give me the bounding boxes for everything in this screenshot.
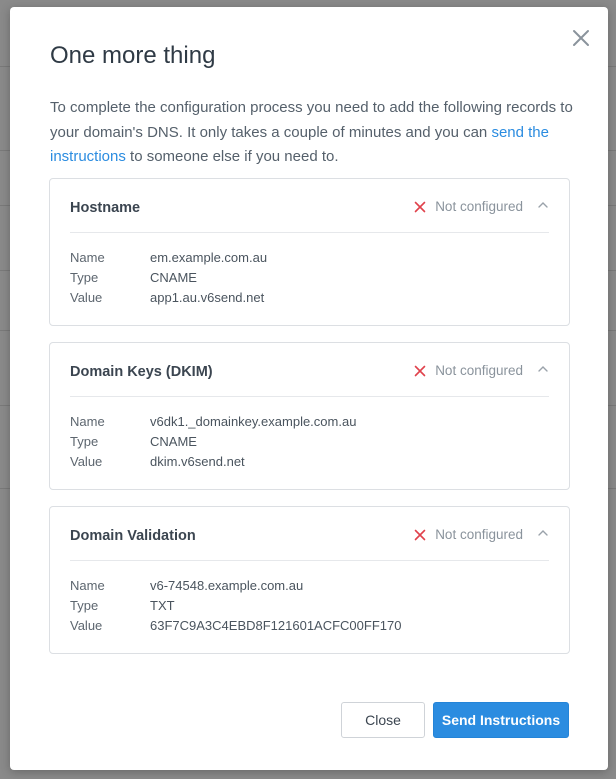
record-card-validation	[49, 506, 570, 654]
field-value: dkim.v6send.net	[150, 453, 245, 469]
record-row-name	[70, 247, 267, 267]
record-row-name	[70, 575, 401, 595]
field-label: Value	[70, 453, 103, 469]
close-button[interactable]: Close	[341, 702, 425, 738]
modal-intro	[50, 96, 575, 170]
field-value: 63F7C9A3C4EBD8F121601ACFC00FF170	[150, 617, 402, 633]
record-row-type	[70, 267, 267, 287]
status-badge	[414, 527, 523, 542]
field-value: CNAME	[150, 433, 197, 449]
field-value: app1.au.v6send.net	[150, 289, 265, 305]
status-text: Not configured	[435, 527, 523, 542]
record-row-value	[70, 287, 267, 307]
status-badge	[414, 199, 523, 214]
close-icon[interactable]	[570, 27, 592, 49]
record-fields	[70, 575, 401, 635]
modal-title: One more thing	[50, 42, 216, 69]
field-label: Type	[70, 433, 99, 449]
field-label: Name	[70, 413, 105, 429]
record-fields	[70, 411, 356, 471]
status-text: Not configured	[435, 199, 523, 214]
send-instructions-link[interactable]: send the instructions	[50, 123, 549, 165]
record-row-value	[70, 615, 401, 635]
record-title: Hostname	[70, 200, 141, 216]
intro-text: To complete the configuration process you need to add the following records to your domain's DNS. It only takes a couple of minutes and you can	[50, 99, 573, 141]
field-value: v6-74548.example.com.au	[150, 577, 304, 593]
record-title: Domain Validation	[70, 528, 196, 544]
status-badge	[414, 363, 523, 378]
field-label: Type	[70, 597, 99, 613]
record-card-dkim	[49, 342, 570, 490]
record-row-type	[70, 595, 401, 615]
field-label: Value	[70, 617, 103, 633]
record-title: Domain Keys (DKIM)	[70, 364, 213, 380]
record-row-name	[70, 411, 356, 431]
field-value: em.example.com.au	[150, 249, 268, 265]
status-x-icon	[414, 201, 426, 213]
field-value: v6dk1._domainkey.example.com.au	[150, 413, 357, 429]
dns-setup-modal	[10, 7, 608, 770]
chevron-up-icon[interactable]	[537, 199, 549, 211]
chevron-up-icon[interactable]	[537, 527, 549, 539]
record-row-value	[70, 451, 356, 471]
record-fields	[70, 247, 267, 307]
field-label: Name	[70, 577, 105, 593]
record-card-header[interactable]	[70, 179, 549, 233]
record-row-type	[70, 431, 356, 451]
field-label: Value	[70, 289, 103, 305]
field-value: TXT	[150, 597, 175, 613]
status-x-icon	[414, 529, 426, 541]
record-card-header[interactable]	[70, 343, 549, 397]
field-label: Name	[70, 249, 105, 265]
record-card-hostname	[49, 178, 570, 326]
field-label: Type	[70, 269, 99, 285]
record-card-header[interactable]	[70, 507, 549, 561]
send-instructions-button[interactable]: Send Instructions	[433, 702, 569, 738]
chevron-up-icon[interactable]	[537, 363, 549, 375]
intro-text-end: to someone else if you need to.	[125, 148, 339, 165]
status-x-icon	[414, 365, 426, 377]
field-value: CNAME	[150, 269, 197, 285]
status-text: Not configured	[435, 363, 523, 378]
